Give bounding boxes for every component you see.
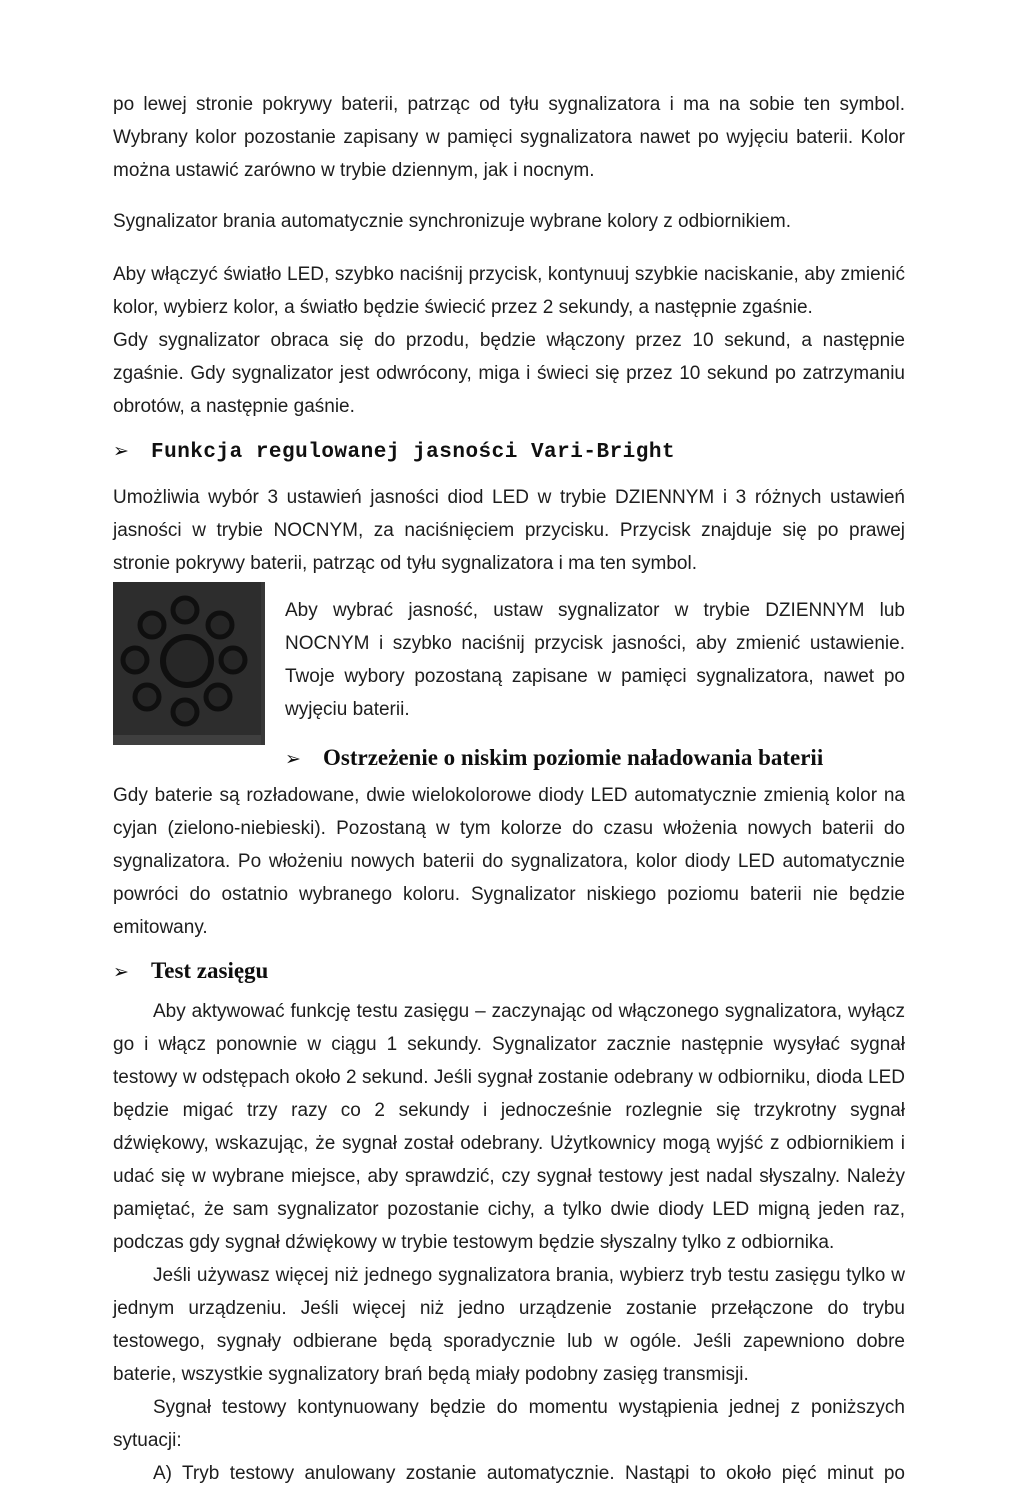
figure-side-column bbox=[285, 582, 905, 775]
figure-and-text-block bbox=[113, 582, 905, 775]
paragraph-range-test-2: Jeśli używasz więcej niż jednego sygnalizatora brania, wybierz tryb testu zasięgu tylko w jednym urządzeniu. Jeśli więcej niż jedno urządzenie zostanie przełączone do trybu testowego, sygnały odbierane będą sporadycznie lub w ogóle. Jeśli zapewniono dobre baterie, wszystkie sygnalizatory brań będą miały podobny zasięg transmisji. bbox=[113, 1265, 905, 1385]
heading-label: Test zasięgu bbox=[151, 958, 269, 983]
paragraph-led-on: Aby włączyć światło LED, szybko naciśnij przycisk, kontynuuj szybkie naciskanie, aby zmienić kolor, wybierz kolor, a światło będzie świecić przez 2 sekundy, a następnie zgaśnie. bbox=[113, 264, 905, 318]
arrowhead-bullet-icon: ➢ bbox=[285, 748, 301, 770]
paragraph-intro-1: po lewej stronie pokrywy baterii, patrząc od tyłu sygnalizatora i ma na sobie ten symbol. Wybrany kolor pozostanie zapisany w pamięci sygnalizatora nawet po wyjęciu baterii. Kolor można ustawić zarówno w trybie dziennym, jak i nocnym. bbox=[113, 94, 905, 181]
paragraph-vari-bright: Umożliwia wybór 3 ustawień jasności diod LED w trybie DZIENNYM i 3 różnych ustawień jasności w trybie NOCNYM, za naciśnięciem przycisku. Przycisk znajduje się po prawej stronie pokrywy baterii, patrząc od tyłu sygnalizatora i ma ten symbol. bbox=[113, 487, 905, 574]
section-heading-low-battery bbox=[285, 742, 905, 775]
page-content bbox=[113, 88, 905, 1490]
brightness-button-panel-photo bbox=[113, 582, 265, 745]
heading-label: Funkcja regulowanej jasności Vari-Bright bbox=[151, 441, 676, 464]
paragraph-brightness-select: Aby wybrać jasność, ustaw sygnalizator w trybie DZIENNYM lub NOCNYM i szybko naciśnij przycisk jasności, aby zmienić ustawienie. Twoje wybory pozostaną zapisane w pamięci sygnalizatora, nawet po wyjęciu baterii. bbox=[285, 600, 905, 720]
arrowhead-bullet-icon: ➢ bbox=[113, 961, 129, 983]
paragraph-led-rotation: Gdy sygnalizator obraca się do przodu, będzie włączony przez 10 sekund, a następnie zgaśnie. Gdy sygnalizator jest odwrócony, miga i świeci się przez 10 sekund po zatrzymaniu obrotów, a następnie gaśnie. bbox=[113, 330, 905, 417]
paragraph-low-battery: Gdy baterie są rozładowane, dwie wielokolorowe diody LED automatycznie zmienią kolor na cyjan (zielono-niebieski). Pozostaną w tym kolorze do czasu włożenia nowych baterii do sygnalizatora. Po włożeniu nowych baterii do sygnalizatora, kolor diody LED automatycznie powróci do ostatnio wybranego koloru. Sygnalizator niskiego poziomu baterii nie będzie emitowany. bbox=[113, 785, 905, 938]
section-heading-range-test bbox=[113, 954, 905, 989]
paragraph-range-test-3: Sygnał testowy kontynuowany będzie do momentu wystąpienia jednej z poniższych sytuacji: bbox=[113, 1397, 905, 1451]
paragraph-sync: Sygnalizator brania automatycznie synchronizuje wybrane kolory z odbiornikiem. bbox=[113, 211, 791, 232]
paragraph-range-test-1: Aby aktywować funkcję testu zasięgu – zaczynając od włączonego sygnalizatora, wyłącz go i włącz ponownie w ciągu 1 sekundy. Sygnalizator zacznie następnie wysyłać sygnał testowy w odstępach około 2 sekund. Jeśli sygnał zostanie odebrany w odbiorniku, dioda LED będzie migać trzy razy co 2 sekundy i jednocześnie rozlegnie się trzykrotny sygnał dźwiękowy, wskazując, że sygnał został odebrany. Użytkownicy mogą wyjść z odbiornikiem i udać się w wybrane miejsce, aby sprawdzić, czy sygnał testowy jest nadal słyszalny. Należy pamiętać, że sam sygnalizator pozostanie cichy, a tylko dwie diody LED migną jeden raz, podczas gdy sygnał dźwiękowy w trybie testowym będzie słyszalny tylko z odbiornika. bbox=[113, 1001, 905, 1253]
paragraph-range-test-4: A) Tryb testowy anulowany zostanie automatycznie. Nastąpi to około pięć minut po bbox=[153, 1463, 905, 1484]
section-heading-vari-bright bbox=[113, 433, 905, 471]
heading-label: Ostrzeżenie o niskim poziomie naładowania baterii bbox=[323, 745, 824, 770]
arrowhead-bullet-icon: ➢ bbox=[113, 440, 129, 462]
